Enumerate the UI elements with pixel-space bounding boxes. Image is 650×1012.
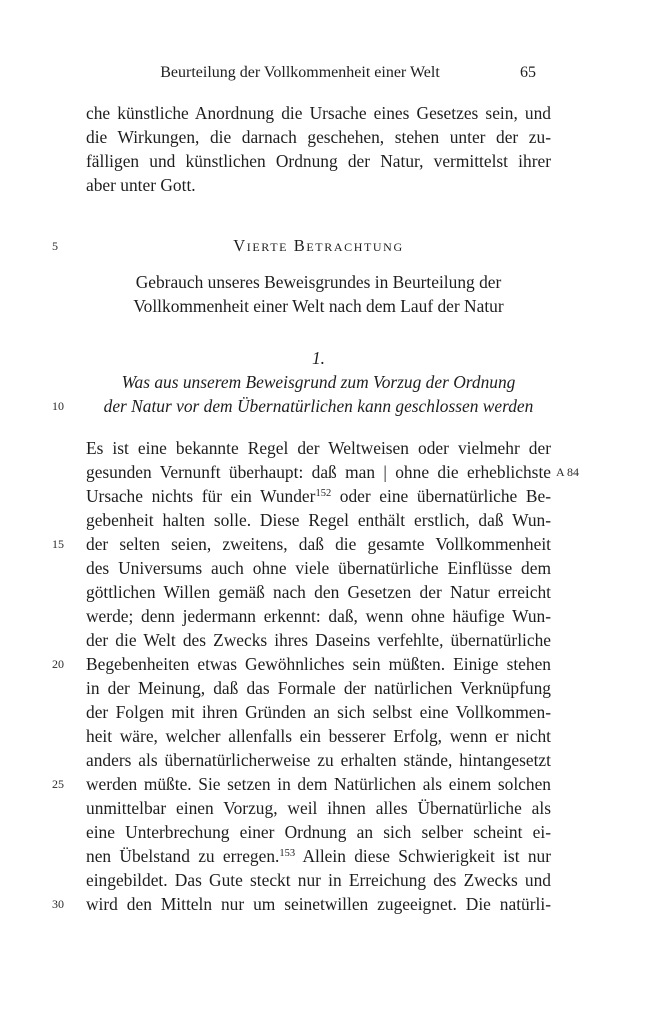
chapter-heading: Vierte Betrachtung <box>233 236 404 255</box>
running-header-title: Beurteilung der Vollkommenheit einer Welt <box>160 64 440 81</box>
text-line: der die Welt des Zwecks ihres Daseins verfehlte, übernatürliche <box>86 630 551 650</box>
section-number: 1. <box>311 348 326 368</box>
chapter-subtitle: Vollkommenheit einer Welt nach dem Lauf der Natur <box>133 296 504 316</box>
text-line: eine Unterbrechung einer Ordnung an sich selber scheint ei- <box>86 822 551 842</box>
text-line: des Universums auch ohne viele übernatürliche Einflüsse dem <box>86 558 551 578</box>
line-number: 15 <box>52 537 64 551</box>
text-line: die Wirkungen, die darnach geschehen, stehen unter der zu- <box>86 127 551 147</box>
text-line: der Folgen mit ihren Gründen an sich selbst eine Vollkommen- <box>86 702 551 722</box>
footnote-marker[interactable]: 152 <box>315 488 332 499</box>
text-line: Begebenheiten etwas Gewöhnliches sein müßten. Einige stehen <box>86 654 551 674</box>
text-line: gebenheit halten solle. Diese Regel enthält erstlich, daß Wun- <box>86 510 551 530</box>
text-line: heit wäre, welcher allenfalls ein besserer Erfolg, wenn er nicht <box>86 726 551 746</box>
text-line: gesunden Vernunft überhaupt: daß man | ohne die erheblichste <box>86 462 551 482</box>
line-number: 5 <box>52 239 58 253</box>
footnote-marker[interactable]: 153 <box>279 848 296 859</box>
line-number: 10 <box>52 399 64 413</box>
section-title: Was aus unserem Beweisgrund zum Vorzug der Ordnung <box>121 372 516 392</box>
margin-reference: A 84 <box>556 465 580 479</box>
text-line: wird den Mitteln nur um seinetwillen zugeeignet. Die natürli- <box>86 894 551 914</box>
chapter-subtitle: Gebrauch unseres Beweisgrundes in Beurteilung der <box>135 272 502 292</box>
text-line: eingebildet. Das Gute steckt nur in Erreichung des Zwecks und <box>86 870 551 890</box>
text-line: der selten seien, zweitens, daß die gesamte Vollkommenheit <box>86 534 551 554</box>
text-line: göttlichen Willen gemäß nach den Gesetzen der Natur erreicht <box>86 582 551 602</box>
line-number: 25 <box>52 777 64 791</box>
text-line: in der Meinung, daß das Formale der natürlichen Verknüpfung <box>86 678 551 698</box>
text-line: werde; denn jedermann erkennt: daß, wenn ohne häufige Wun- <box>86 606 551 626</box>
text-line: werden müßte. Sie setzen in dem Natürlichen als einem solchen <box>86 774 551 794</box>
text-line: Ursache nichts für ein Wunder$^{152}$ oder eine übernatürliche Be- <box>86 486 551 506</box>
text-line: anders als übernatürlicherweise zu erhalten stände, hintangesetzt <box>86 750 551 770</box>
text-line: Es ist eine bekannte Regel der Weltweisen oder vielmehr der <box>86 438 551 458</box>
line-number: 30 <box>52 897 64 911</box>
section-title: der Natur vor dem Übernatürlichen kann geschlossen werden <box>103 396 534 416</box>
text-line: unmittelbar einen Vorzug, weil ihnen alles Übernatürliche als <box>86 798 551 818</box>
text-line: fälligen und künstlichen Ordnung der Natur, vermittelst ihrer <box>86 151 551 171</box>
line-number: 20 <box>52 657 64 671</box>
text-line: aber unter Gott. <box>86 175 196 195</box>
text-line: nen Übelstand zu erregen.$^{153}$ Allein diese Schwierigkeit ist nur <box>86 846 551 866</box>
page-number: 65 <box>520 64 536 81</box>
text-line: che künstliche Anordnung die Ursache eines Gesetzes sein, und <box>86 103 551 123</box>
